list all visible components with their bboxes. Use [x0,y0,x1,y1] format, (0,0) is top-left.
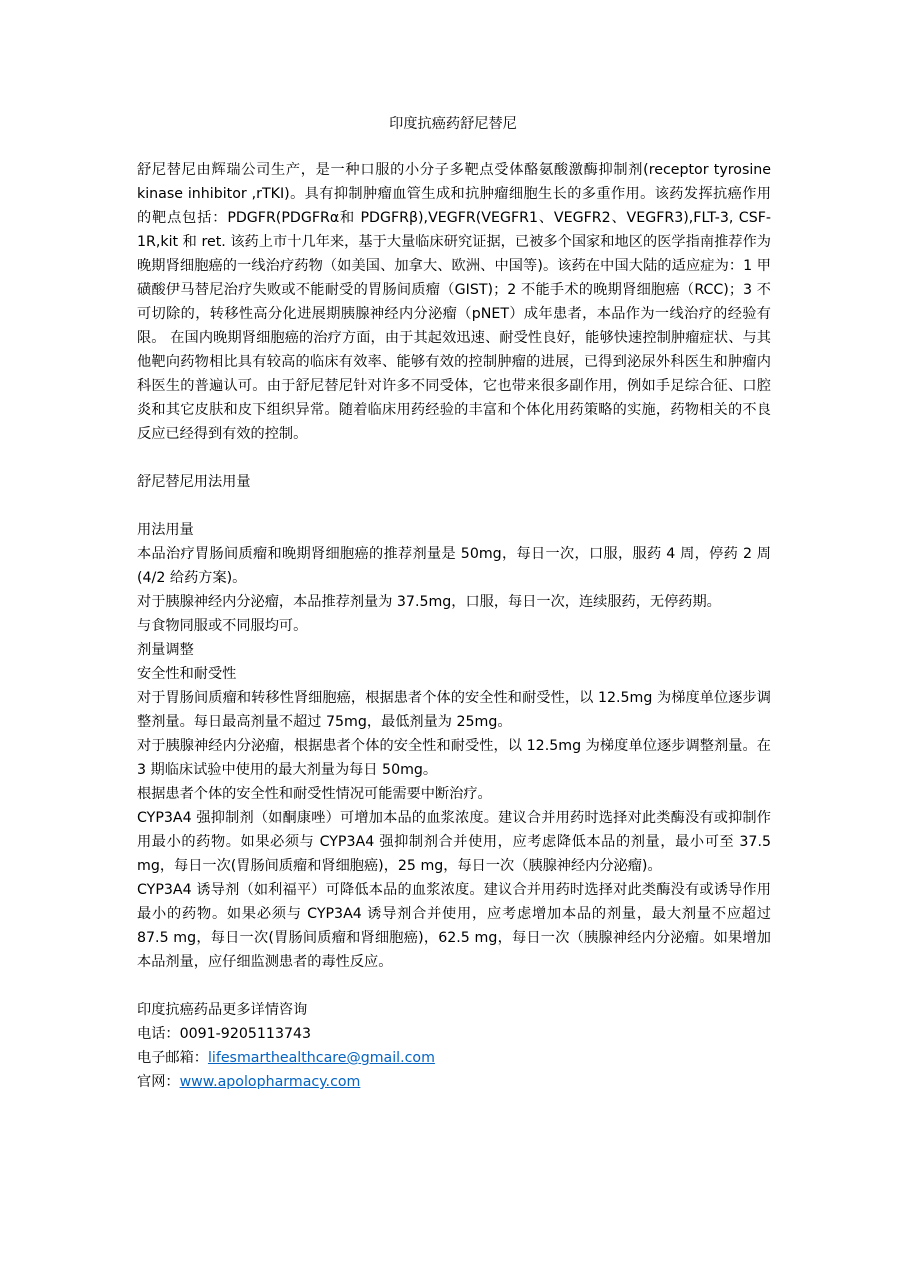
phone-label: 电话： [137,1026,180,1042]
contact-heading: 印度抗癌药品更多详情咨询 [137,1002,308,1018]
contact-email-line [137,1046,771,1070]
adjustment-interrupt: 根据患者个体的安全性和耐受性情况可能需要中断治疗。 [137,786,492,802]
adjustment-heading: 剂量调整 [137,642,194,658]
adjustment-gist-rcc: 对于胃肠间质瘤和转移性肾细胞癌，根据患者个体的安全性和耐受性，以 12.5mg 为梯度单位逐步调整剂量。每日最高剂量不超过 75mg，最低剂量为 25mg。 [137,690,771,730]
adjustment-subheading: 安全性和耐受性 [137,666,237,682]
site-label: 官网： [137,1074,180,1090]
contact-site-line [137,1070,771,1094]
document-title: 印度抗癌药舒尼替尼 [389,116,517,132]
usage-food: 与食物同服或不同服均可。 [137,618,308,634]
adjustment-pnet: 对于胰腺神经内分泌瘤，根据患者个体的安全性和耐受性，以 12.5mg 为梯度单位逐步调整剂量。在 3 期临床试验中使用的最大剂量为每日 50mg。 [137,738,771,778]
intro-paragraph: 舒尼替尼由辉瑞公司生产，是一种口服的小分子多靶点受体酪氨酸激酶抑制剂(receptor tyrosine kinase inhibitor ,rTKI)。具有抑制肿瘤血管生成和抗肿瘤细胞生长的多重作用。该药发挥抗癌作用的靶点包括：PDGFR(PDGFRα和 PDGFRβ),VEGFR(VEGFR1、VEGFR2、VEGFR3),FLT-3, CSF-1R,kit 和 ret. 该药上市十几年来，基于大量临床研究证据，已被多个国家和地区的医学指南推荐作为晚期肾细胞癌的一线治疗药物（如美国、加拿大、欧洲、中国等)。该药在中国大陆的适应症为：1 甲磺酸伊马替尼治疗失败或不能耐受的胃肠间质瘤（GIST)；2 不能手术的晚期肾细胞癌（RCC)；3 不可切除的，转移性高分化进展期胰腺神经内分泌瘤（pNET）成年患者，本品作为一线治疗的经验有限。 在国内晚期肾细胞癌的治疗方面，由于其起效迅速、耐受性良好，能够快速控制肿瘤症状、与其他靶向药物相比具有较高的临床有效率、能够有效的控制肿瘤的进展，已得到泌尿外科医生和肿瘤内科医生的普遍认可。由于舒尼替尼针对许多不同受体，它也带来很多副作用，例如手足综合征、口腔炎和其它皮肤和皮下组织异常。随着临床用药经验的丰富和个体化用药策略的实施，药物相关的不良反应已经得到有效的控制。 [137,162,771,442]
usage-gist-rcc: 本品治疗胃肠间质瘤和晚期肾细胞癌的推荐剂量是 50mg，每日一次，口服，服药 4 周，停药 2 周(4/2 给药方案)。 [137,546,771,586]
website-link[interactable]: www.apolopharmacy.com [179,1074,361,1090]
document-body [137,158,771,1094]
adjustment-cyp3a4-inhibitor: CYP3A4 强抑制剂（如酮康唑）可增加本品的血浆浓度。建议合并用药时选择对此类酶没有或抑制作用最小的药物。如果必须与 CYP3A4 强抑制剂合并使用，应考虑降低本品的剂量，最小可至 37.5 mg，每日一次(胃肠间质瘤和肾细胞癌)，25 mg，每日一次（胰腺神经内分泌瘤)。 [137,810,771,874]
usage-heading: 用法用量 [137,522,194,538]
email-link[interactable]: lifesmarthealthcare@gmail.com [207,1050,435,1066]
email-label: 电子邮箱： [137,1050,208,1066]
contact-phone-line [137,1022,771,1046]
phone-number: 0091-9205113743 [179,1026,312,1042]
usage-pnet: 对于胰腺神经内分泌瘤，本品推荐剂量为 37.5mg，口服，每日一次，连续服药，无停药期。 [137,594,721,610]
adjustment-cyp3a4-inducer: CYP3A4 诱导剂（如利福平）可降低本品的血浆浓度。建议合并用药时选择对此类酶没有或诱导作用最小的药物。如果必须与 CYP3A4 诱导剂合并使用，应考虑增加本品的剂量，最大剂量不应超过 87.5 mg，每日一次(胃肠间质瘤和肾细胞癌)，62.5 mg，每日一次（胰腺神经内分泌瘤。如果增加本品剂量，应仔细监测患者的毒性反应。 [137,882,771,970]
section-heading: 舒尼替尼用法用量 [137,474,251,490]
